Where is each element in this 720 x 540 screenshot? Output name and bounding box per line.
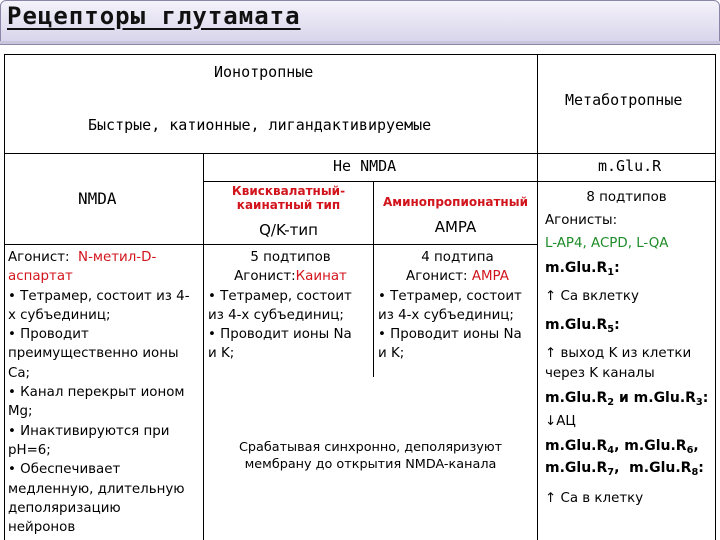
kainate-agonist-value: Каинат [295,269,347,285]
subheader-row-divider [203,181,715,182]
mglur-agonists-value: L-AP4, ACPD, L-QA [545,236,669,251]
ampa-header: Аминопропионатный [382,195,528,209]
mglur4-index: 4 [607,445,615,456]
mglur46-label: $m.Glu.R_4$, $m.Glu.R_6$, [545,438,699,456]
nmda-line: • Проводит [8,327,89,343]
mglur1-label: $m.Glu.R_1$: [545,260,620,278]
table-border-top [4,54,716,55]
mglur1-index: 1 [607,267,615,278]
ampa-line: • Проводит ионы Na [378,327,522,343]
mglur23-conjunction: и [614,390,634,406]
kainate-agonist-line [208,267,373,286]
nmda-line: х субъединиц; [8,307,111,323]
nmda-line: pH=6; [8,442,51,458]
nmda-line: медленную, длительную [8,481,185,497]
nmda-description [8,248,190,537]
ampa-type: AMPA [434,218,477,236]
mglur5-label: $m.Glu.R_5$: [545,317,620,335]
sync-note-line: мембрану до открытия NMDA-канала [244,457,497,472]
type-row-divider [4,244,537,245]
nmda-agonist-line [8,248,190,267]
mglur5-effect-cont: через K каналы [545,366,655,381]
title-separator-line [0,44,720,45]
nmda-line: нейронов [8,520,76,536]
ampa-agonist-value: AMPA [471,269,509,285]
ionotropic-header: Ионотропные [214,63,314,81]
ampa-line: из 4-х субъединиц; [378,307,514,323]
nmda-line: • Канал перекрыт ионом [8,385,185,401]
nmda-line: деполяризацию [8,500,121,516]
header-row-divider [4,153,716,154]
kainate-line: • Тетрамер, состоит [208,288,352,304]
mglur4678-effect: ↑ Ca в клетку [545,491,644,506]
ampa-line: и K; [378,346,405,362]
mglur5-effect: ↑ выход K из клетки [545,346,692,361]
kainate-header-line: Квисквалатный- [231,184,346,198]
metabotropic-divider [537,54,538,540]
mglur78-label: $m.Glu.R_7$, $m.Glu.R_8$: [545,460,704,478]
mglur8-index: 8 [691,467,699,478]
ionotropic-description: Быстрые, катионные, лигандактивируемые [88,116,432,134]
slide-title-bar [0,0,720,42]
table-border-right [715,54,716,540]
nmda-agonist-value: N-метил-D- [78,250,157,265]
nmda-line: Mg; [8,404,33,420]
ampa-description [378,248,537,364]
nmda-line: преимущественно ионы [8,346,179,362]
mglur23-label: $m.Glu.R_2$ и $m.Glu.R_3$: [545,390,709,408]
kainate-agonist-label: Агонист: [234,269,296,285]
mglur2-index: 2 [607,397,615,408]
mglur6-index: 6 [686,445,694,456]
nmda-header: NMDA [78,189,117,208]
mglur8-name: m.Glu.R [629,460,692,476]
mglur-subtypes: 8 подтипов [586,190,667,205]
ampa-agonist-label: Агонист: [406,269,468,285]
mglur3-name: m.Glu.R [633,390,696,406]
slide-title: Рецепторы глутамата [7,2,301,30]
ampa-subtypes: 4 подтипа [421,250,494,265]
kainate-header-line: каинатный тип [236,198,341,212]
ampa-agonist-line [378,267,537,286]
mglur1-effect: ↑ Ca вклетку [545,289,639,304]
kainate-description [208,248,373,364]
mglur5-name: m.Glu.R [545,317,608,333]
nmda-line: Ca; [8,365,31,381]
nmda-line: • Обеспечивает [8,462,121,478]
mglur-header: m.Glu.R [598,157,662,175]
mglur4-name: m.Glu.R [545,438,608,454]
nmda-agonist-label: Агонист: [8,250,70,265]
mglur7-index: 7 [607,467,615,478]
kainate-ampa-divider [373,181,374,377]
mglur6-name: m.Glu.R [624,438,687,454]
mglur7-name: m.Glu.R [545,460,608,476]
not-nmda-header: Не NMDA [333,157,397,175]
nmda-line: • Инактивируются при [8,423,170,439]
sync-note-line: Срабатывая синхронно, деполяризуют [238,440,503,455]
mglur2-name: m.Glu.R [545,390,608,406]
mglur23-effect: ↓АЦ [545,414,576,429]
kainate-header [204,184,373,212]
table-border-left [4,54,5,540]
kainate-subtypes: 5 подтипов [250,250,331,265]
mglur-agonists-label: Агонисты: [545,213,618,228]
mglur5-index: 5 [607,324,615,335]
metabotropic-header: Метаботропные [565,91,683,109]
nmda-line: • Тетрамер, состоит из 4- [8,288,190,304]
nmda-agonist-value-cont: аспартат [8,269,73,285]
kainate-line: • Проводит ионы Na [208,327,352,343]
ampa-line: • Тетрамер, состоит [378,288,522,304]
mglur3-index: 3 [695,397,703,408]
mglur1-name: m.Glu.R [545,260,608,276]
kainate-line: и K; [208,346,235,362]
kainate-line: из 4-х субъединиц; [208,307,344,323]
sync-note [204,439,537,473]
kainate-type: Q/K-тип [259,221,318,239]
